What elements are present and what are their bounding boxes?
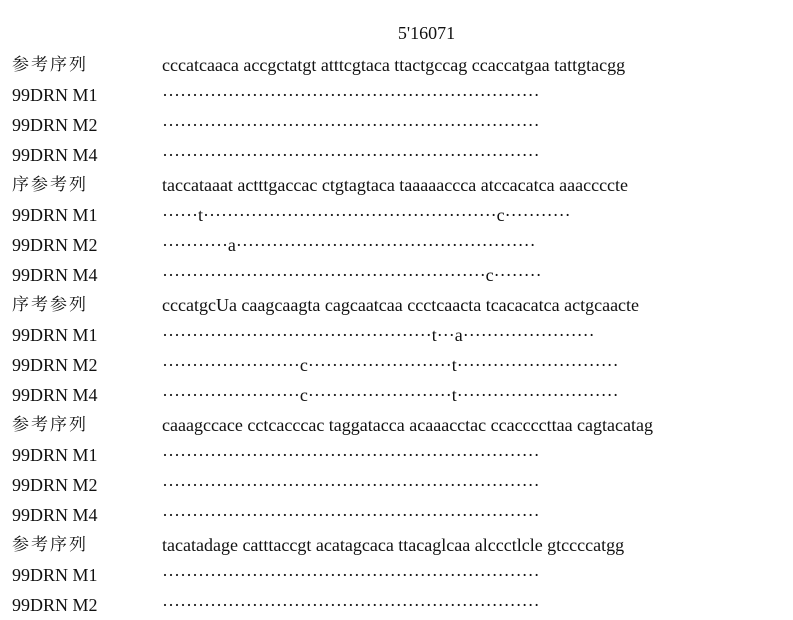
row-sequence: ······························································· xyxy=(162,145,540,165)
row-sequence: taccataaat actttgaccac ctgtagtaca taaaaaccca atccacatca aaaccccte xyxy=(162,175,629,195)
row-sequence: ······························································· xyxy=(162,115,540,135)
row-label: 参考序列 xyxy=(12,535,88,555)
row-sequence: ···········a·················································· xyxy=(162,235,536,255)
row-label: 99DRN M2 xyxy=(12,115,98,135)
alignment-row xyxy=(12,200,787,230)
row-label: 99DRN M2 xyxy=(12,235,98,255)
row-sequence: ······························································· xyxy=(162,85,540,105)
row-sequence: ······························································· xyxy=(162,565,540,585)
row-sequence: ······························································· xyxy=(162,595,540,615)
alignment-row xyxy=(12,170,787,200)
row-label: 参考序列 xyxy=(12,55,88,75)
row-label: 99DRN M2 xyxy=(12,595,98,615)
alignment-row xyxy=(12,410,787,440)
alignment-row xyxy=(12,470,787,500)
alignment-row xyxy=(12,350,787,380)
row-label: 99DRN M1 xyxy=(12,445,98,465)
row-sequence: ······························································· xyxy=(162,505,540,525)
row-sequence: ·······················c························t··························· xyxy=(162,385,619,405)
alignment-row xyxy=(12,530,787,560)
alignment-row xyxy=(12,80,787,110)
position-heading: 5'16071 xyxy=(397,23,456,43)
sequence-alignment xyxy=(12,50,787,620)
row-label: 99DRN M2 xyxy=(12,475,98,495)
row-sequence: ······························································· xyxy=(162,445,540,465)
alignment-row xyxy=(12,230,787,260)
row-label: 序考参列 xyxy=(12,295,88,315)
alignment-row xyxy=(12,590,787,620)
row-label: 99DRN M1 xyxy=(12,325,98,345)
row-label: 序参考列 xyxy=(12,175,88,195)
row-label: 99DRN M4 xyxy=(12,265,98,285)
row-sequence: ······························································· xyxy=(162,475,540,495)
row-label: 99DRN M2 xyxy=(12,355,98,375)
row-label: 参考序列 xyxy=(12,415,88,435)
row-label: 99DRN M4 xyxy=(12,385,98,405)
row-sequence: ······t·················································c··········· xyxy=(162,205,571,225)
alignment-row xyxy=(12,560,787,590)
row-sequence: ·······················c························t··························· xyxy=(162,355,619,375)
alignment-row xyxy=(12,440,787,470)
alignment-row xyxy=(12,500,787,530)
row-label: 99DRN M1 xyxy=(12,85,98,105)
row-sequence: cccatgcUa caagcaagta cagcaatcaa ccctcaacta tcacacatca actgcaacte xyxy=(162,295,640,315)
alignment-row xyxy=(12,140,787,170)
row-sequence: ······················································c········ xyxy=(162,265,542,285)
alignment-row xyxy=(12,110,787,140)
row-sequence: cccatcaaca accgctatgt atttcgtaca ttactgccag ccaccatgaa tattgtacgg xyxy=(162,55,626,75)
alignment-row xyxy=(12,320,787,350)
row-sequence: tacatadage catttaccgt acatagcaca ttacaglcaa alccctlcle gtccccatgg xyxy=(162,535,625,555)
row-label: 99DRN M1 xyxy=(12,205,98,225)
alignment-row xyxy=(12,290,787,320)
alignment-row xyxy=(12,50,787,80)
row-label: 99DRN M4 xyxy=(12,145,98,165)
alignment-row xyxy=(12,260,787,290)
row-label: 99DRN M1 xyxy=(12,565,98,585)
row-sequence: caaagccace cctcacccac taggatacca acaaacctac ccaccccttaa cagtacatag xyxy=(162,415,653,435)
row-sequence: ·············································t···a······················ xyxy=(162,325,595,345)
alignment-row xyxy=(12,380,787,410)
row-label: 99DRN M4 xyxy=(12,505,98,525)
